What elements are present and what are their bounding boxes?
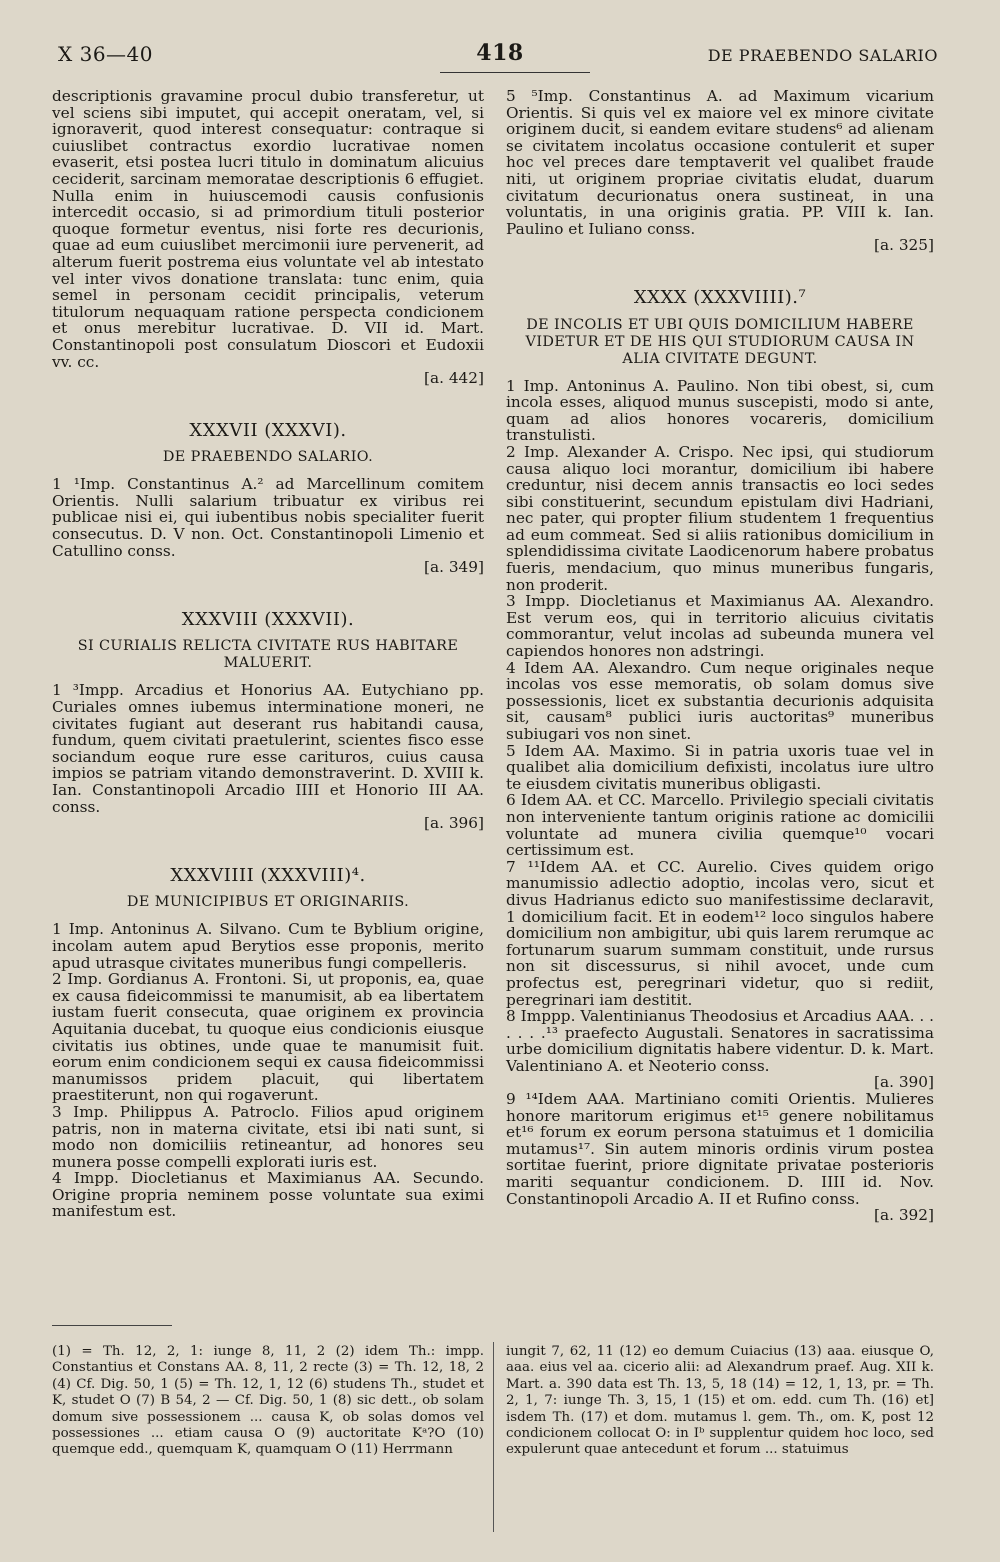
footnote-rule [52, 1325, 172, 1326]
law-5: 5 Idem AA. Maximo. Si in patria uxoris tuae vel in qualibet alia domicilium defixisti, incolatus iure ultro te eiusdem civitatis muneribus obligasti. [506, 741, 934, 793]
footnotes-right: iungit 7, 62, 11 (12) eo demum Cuiacius (13) aaa. eiusque O, aaa. eius vel aa. cicerio alii: ad Alexandrum praef. Aug. XII k. Mart. a. 390 data est Th. 13, 5, 18 (14) = 12, 1, 13, pr. = Th. 2, 1, 7: iunge Th. 3, 15, 1 (15) et om. edd. cum Th. (16) et] isdem Th. (17) et dom. mutamus l. gem. Th., om. K, post 12 condicionem collocat O: in Iᵇ supplentur quidem hoc loco, sed expulerunt quae antecedunt et forum ... statuimus [506, 1344, 934, 1458]
date-marker: [a. 396] [424, 814, 484, 833]
date-marker: [a. 325] [874, 236, 934, 255]
law-5: 5 ⁵Imp. Constantinus A. ad Maximum vicarium Orientis. Si quis vel ex maiore vel ex minore civitate originem ducit, si eandem evitare studens⁶ ad alienam se civitatem incolatus occasione contulerit et super hoc vel preces dare temptaverit vel qualibet fraude niti, ut originem propriae civitatis eludat, duarum civitatum decurionatus onera sustineat, in una voluntatis, in una originis gratia. PP. VIII k. Ian. Paulino et Iuliano conss. [506, 87, 934, 238]
running-head-title: DE PRAEBENDO SALARIO [707, 46, 938, 65]
date-marker: [a. 349] [424, 558, 484, 577]
section-heading-37: XXXVII (XXXVI). [189, 419, 347, 441]
section-subtitle-39: DE MUNICIPIBUS ET ORIGINARIIS. [126, 894, 410, 911]
law-2: 2 Imp. Alexander A. Crispo. Nec ipsi, qui studiorum causa aliquo loci morantur, domicilium ibi habere creduntur, nisi decem annis transactis eo loci sedes sibi constituerint, secundum epistulam divi Hadriani, nec pater, qui propter filium studentem 1 frequentius ad eum commeat. Sed si aliis rationibus domicilium in splendidissima civitate Laodicenorum habere probatus fueris, mendacium, quo minus muneribus fungaris, non proderit. [506, 442, 934, 594]
header-rule [440, 72, 590, 73]
law-4: 4 Idem AA. Alexandro. Cum neque originales neque incolas vos esse memoratis, ob solam domus sive possessionis, licet ex substantia decurionis adquisita sit, causam⁸ publici iuris auctoritas⁹ muneribus subiugari vos non sinet. [506, 658, 934, 743]
date-marker: [a. 442] [424, 369, 484, 388]
law-6: 6 Idem AA. et CC. Marcello. Privilegio speciali civitatis non interveniente tantum originis ratione ac domicilii voluntate ad munera civilia quemque¹⁰ vocari certissimum est. [506, 791, 934, 860]
law-9: 9 ¹⁴Idem AAA. Martiniano comiti Orientis. Mulieres honore maritorum erigimus et¹⁵ genere nobilitamus et¹⁶ forum ex eorum persona statuimus et 1 domicilia mutamus¹⁷. Sin autem minoris ordinis virum postea sortitae fuerint, priore dignitate privatae posterioris mariti sequantur condicionem. D. IIII id. Nov. Constantinopoli Arcadio A. II et Rufino conss. [506, 1090, 934, 1208]
footnote-column-divider [493, 1342, 494, 1532]
section-text-38: 1 ³Impp. Arcadius et Honorius AA. Eutychiano pp. Curiales omnes iubemus interminatione moneri, ne civitates fugiant aut deserant rus habitandi causa, fundum, quem civitati praetulerint, scientes fisco esse sociandum eoque rure esse carituros, cuius causa impios se patriam vitando demonstraverint. D. XVIII k. Ian. Constantinopoli Arcadio IIII et Honorio III AA. conss. [52, 681, 484, 816]
law-7: 7 ¹¹Idem AA. et CC. Aurelio. Cives quidem origo manumissio adlectio adoptio, incolas vero, sicut et divus Hadrianus edicto suo manifestissime declaravit, 1 domicilium facit. Et in eodem¹² loco singulos habere domicilium non ambigitur, ubi quis larem rerumque ac fortunarum suarum summam constituit, unde rursus non sit discessurus, si nihil avocet, unde cum profectus est, peregrinari videtur, quo si rediit, peregrinari iam destitit. [506, 857, 934, 1009]
law-1: 1 Imp. Antoninus A. Paulino. Non tibi obest, si, cum incola esses, aliquod munus suscepisti, modo si ante, quam ad alios honores vocareris, domicilium transtulisti. [506, 376, 934, 445]
section-text-37: 1 ¹Imp. Constantinus A.² ad Marcellinum comitem Orientis. Nulli salarium tribuatur ex viribus rei publicae nisi ei, qui iubentibus nobis specialiter fuerit consecutus. D. V non. Oct. Constantinopoli Limenio et Catullino conss. [52, 475, 484, 560]
continuation-paragraph: descriptionis gravamine procul dubio transferetur, ut vel sciens sibi imputet, qui accepit oneratam, vel, si ignoraverit, quod interest consequatur: contraque si cuiuslibet contractus exordio lucrativae nomen evaserit, etsi postea lucri titulo in dominatum alicuius ceciderit, sarcinam memoratae descriptionis 6 effugiet. Nulla enim in huiuscemodi causis confusionis intercedit occasio, si ad primordium tituli posterior quoque formetur eventus, nisi forte res decurionis, quae ad eum cuiuslibet mercimonii iure pervenerit, ad alterum fuerit postrema eius voluntate vel ab intestato vel inter vivos donatione translata: tunc enim, quia semel in personam cecidit principalis, veterum titulorum nequaquam ratione perspecta condicionem et onus merebitur lucrativae. D. VII id. Mart. Constantinopoli post consulatum Dioscori et Eudoxii vv. cc. [52, 87, 484, 371]
page-number: 418 [476, 40, 524, 66]
law-3: 3 Imp. Philippus A. Patroclo. Filios apud originem patris, non in materna civitate, etsi ibi nati sunt, si modo non domiciliis retineantur, ad honores seu munera posse compelli explorati iuris est. [52, 1102, 484, 1171]
right-column [506, 88, 934, 1224]
date-marker: [a. 392] [874, 1206, 934, 1225]
section-heading-39: XXXVIIII (XXXVIII)⁴. [170, 864, 366, 886]
section-heading-40: XXXX (XXXVIIII).⁷ [633, 286, 807, 308]
law-3: 3 Impp. Diocletianus et Maximianus AA. Alexandro. Est verum eos, qui in territorio alicuius civitatis commorantur, velut incolas ad subeunda munera vel capiendos honores non adstringi. [506, 592, 934, 661]
law-1: 1 Imp. Antoninus A. Silvano. Cum te Byblium origine, incolam autem apud Berytios esse proponis, merito apud utrasque civitates muneribus fungi compelleris. [52, 920, 484, 972]
left-column [52, 88, 484, 1220]
law-2: 2 Imp. Gordianus A. Frontoni. Si, ut proponis, ea, quae ex causa fideicommissi te manumisit, ab ea libertatem iustam fuerit consecuta, quae originem ex provincia Aquitania ducebat, tu quoque eius condicionis eiusque civitatis ius obtines, unde quae te manumisit fuit. eorum enim condicionem sequi ex causa fideicommissi manumissos pridem placuit, qui libertatem praestiterunt, non qui rogaverunt. [52, 970, 484, 1105]
running-head-section-range: X 36—40 [58, 42, 153, 66]
law-8: 8 Imppp. Valentinianus Theodosius et Arcadius AAA. . . . . . .¹³ praefecto Augustali. Senatores in sacratissima urbe domicilium dignitatis habere videntur. D. k. Mart. Valentiniano A. et Neoterio conss. [506, 1007, 934, 1075]
section-subtitle-40: DE INCOLIS ET UBI QUIS DOMICILIUM HABERE VIDETUR ET DE HIS QUI STUDIORUM CAUSA IN ALIA CIVITATE DEGUNT. [525, 316, 915, 367]
law-4: 4 Impp. Diocletianus et Maximianus AA. Secundo. Origine propria neminem posse voluntate sua eximi manifestum est. [52, 1169, 484, 1221]
date-marker: [a. 390] [874, 1073, 934, 1092]
section-heading-38: XXXVIII (XXXVII). [181, 608, 355, 630]
section-subtitle-38: SI CURIALIS RELICTA CIVITATE RUS HABITARE MALUERIT. [77, 638, 459, 672]
section-subtitle-37: DE PRAEBENDO SALARIO. [162, 449, 374, 466]
footnotes-left: (1) = Th. 12, 2, 1: iunge 8, 11, 2 (2) idem Th.: impp. Constantius et Constans AA. 8, 11, 2 recte (3) = Th. 12, 18, 2 (4) Cf. Dig. 50, 1 (5) = Th. 12, 1, 12 (6) studens Th., studet et K, studet O (7) B 54, 2 — Cf. Dig. 50, 1 (8) sic dett., ob solam domum sive possessionem ... causa K, ob solas domos vel possessiones ... etiam causa O (9) auctoritate Kᵃ?O (10) quemque edd., quemquam K, quamquam O (11) Herrmann [52, 1344, 484, 1458]
